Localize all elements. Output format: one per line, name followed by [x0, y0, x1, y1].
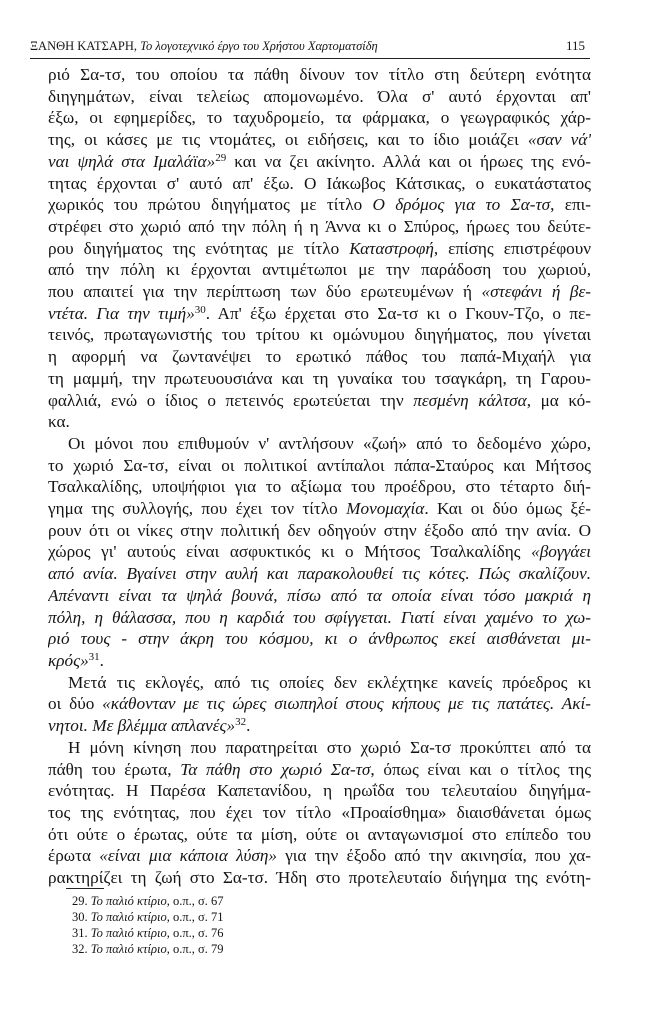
text-line [48, 194, 591, 216]
quote-run: «κάθονταν με τις ώρες σιωπηλοί στους κήπους με τις πατάτες. Ακί- [102, 694, 591, 714]
text-line: ριό Σα-τσ, του οποίου τα πάθη δίνουν τον τίτλο στη δεύτερη ενότητα [48, 65, 591, 84]
text-run: της, οι κάσες με τις ντομάτες, οι ειδήσεις, και το ίδιο μοιάζει [48, 130, 519, 150]
text-line: ρουν ότι οι νίκες στην πολιτική δεν οδηγούν στην έξοδο από την ανία. Ο [48, 520, 591, 540]
text-line [48, 845, 591, 867]
text-line: Μετά τις εκλογές, από τις οποίες δεν εκλέχτηκε κανείς πρόεδρος κι [68, 672, 591, 692]
text-run: έρωτα [48, 846, 100, 866]
text-run: χώρος γι' αυτούς είναι ασφυκτικός κι ο Μήτσος Τσαλκαλίδης [48, 542, 532, 562]
text-line [48, 303, 591, 325]
text-run: χωρικός του πρώτου διηγήματος με τίτλο [48, 195, 373, 215]
footnote-title: Το παλιό κτίριο [90, 926, 167, 940]
footnote-31 [72, 925, 224, 941]
text-run: , επίσης επιστρέφουν [433, 238, 591, 258]
header-author: ΞΑΝΘΗ ΚΑΤΣΑΡΗ, [30, 39, 137, 53]
work-title: Καταστροφή [349, 238, 434, 258]
quote-run: ναι ψηλά στα Ιμαλάϊα» [48, 151, 216, 171]
text-run: φαλλιά, ενώ ο ίδιος ο πετεινός ερωτεύεται την [48, 390, 414, 410]
footnote-32 [72, 941, 224, 957]
running-header [30, 38, 590, 54]
text-run: πάθη του έρωτα, [48, 759, 181, 779]
text-run: . Και οι δύο όμως ξέ- [424, 499, 591, 519]
quote-run: ριό τους - στην άκρη του κόσμου, κι ο άνθρωπος εκεί αισθάνεται μι- [48, 629, 591, 649]
footnote-number: 31. [72, 926, 88, 940]
quote-run: «είναι μια κάποια λύση» [99, 846, 278, 866]
text-run: που απαιτεί για την περίπτωση των δύο ερωτευμένων ή [48, 282, 482, 302]
footnote-reference: , ο.π., σ. 67 [166, 894, 224, 908]
footnote-title: Το παλιό κτίριο [90, 942, 167, 956]
work-title: πεσμένη κάλτσα [413, 390, 527, 410]
text-run: γημα της συλλογής, που έχει τον τίτλο [48, 499, 347, 519]
footnote-ref-30[interactable]: 30 [194, 303, 206, 316]
text-line: ενότητας. Η Παρέσα Καπετανίδου, η ηρωΐδα του τελευταίου διηγήμα- [48, 781, 591, 801]
work-title: Ο δρόμος για το Σα-τσ [372, 195, 551, 215]
work-title: Μονομαχία [346, 499, 425, 519]
header-rule [30, 58, 590, 59]
quote-run: από ανία. Βγαίνει στην αυλή και παρακολουθεί τις κότες. Πώς σκαλίζουν. [48, 564, 591, 584]
footnote-reference: , ο.π., σ. 71 [166, 910, 224, 924]
text-line [48, 563, 591, 585]
text-line: το χωριό Σα-τσ, είναι οι πολιτικοί αντίπαλοι πάπα-Σταύρος και Μήτσος [48, 455, 591, 475]
text-run: , μα κό- [526, 390, 591, 410]
footnote-number: 32. [72, 942, 88, 956]
text-line [48, 238, 591, 260]
quote-run: «βογγάει [531, 542, 591, 562]
quote-run: Απέναντι είναι τα ψηλά βουνά, πίσω από τα οποία είναι τόσο μακριά η [48, 585, 591, 605]
footnote-title: Το παλιό κτίριο [90, 894, 167, 908]
text-run: και να ζει ακίνητο. Αλλά και οι ήρωες της ενό- [226, 151, 591, 171]
text-line [48, 759, 591, 781]
footnotes [72, 893, 224, 957]
text-line [48, 541, 591, 563]
text-run: ρου διηγήματος της ενότητας με τίτλο [48, 238, 350, 258]
text-line: από την πόλη κι έρχονται αντιμέτωποι με την παράδοση του χωριού, [48, 260, 591, 280]
text-line [48, 498, 591, 520]
text-run: για την έξοδο από την ακινησία, που χα- [277, 846, 591, 866]
quote-run: «σαν νά' [527, 130, 591, 150]
text-run: οι δύο [48, 694, 103, 714]
text-run: . [99, 650, 104, 670]
text-run: , όπως είναι και ο τίτλος της [370, 759, 591, 779]
quote-run: ντέτα. Για την τιμή» [48, 303, 195, 323]
text-line [48, 151, 591, 173]
footnote-title: Το παλιό κτίριο [90, 910, 167, 924]
text-line: Οι μόνοι που επιθυμούν ν' αντλήσουν «ζωή» από το δεδομένο χώρο, [68, 433, 591, 453]
text-line [48, 390, 591, 412]
text-line: ότι ούτε ο έρωτας, ούτε τα μίση, ούτε οι ανταγωνισμοί στο επίπεδο του [48, 824, 591, 844]
footnote-number: 30. [72, 910, 88, 924]
text-line: τος της ενότητας, που έχει τον τίτλο «Προαίσθημα» διαισθάνεται όμως [48, 802, 591, 822]
text-line: Η μόνη κίνηση που παρατηρείται στο χωριό Σα-τσ προκύπτει από τα [68, 737, 591, 757]
text-line: διηγημάτων, είναι τελείως απομονωμένο. Όλα σ' αυτό έρχονται απ' [48, 86, 591, 106]
footnote-ref-32[interactable]: 32 [235, 716, 247, 729]
text-line: κα. [48, 412, 70, 432]
work-title: Τα πάθη στο χωριό Σα-τσ [180, 759, 371, 779]
text-line [48, 585, 591, 607]
text-run: . [246, 716, 251, 736]
text-line [48, 129, 591, 151]
page-number: 115 [566, 38, 586, 53]
text-line: τητας έρχονται σ' αυτό απ' έξω. Ο Ιάκωβος Κάτσικας, ο ευκατάστατος [48, 173, 591, 193]
text-line [48, 693, 591, 715]
text-run: , επι- [550, 195, 591, 215]
body-text [48, 64, 591, 889]
text-line: η αφορμή να ζωντανέψει το ερωτικό πάθος του παπά-Μιχαήλ για [48, 347, 591, 367]
text-line: στρέφει στο χωριό από την πόλη ή η Άννα κι ο Σπύρος, ήρωες του δεύτε- [48, 216, 591, 236]
footnote-30 [72, 909, 224, 925]
footnote-number: 29. [72, 894, 88, 908]
text-line [48, 628, 591, 650]
text-line [48, 281, 591, 303]
text-line: τη μαμμή, την πρωτευουσιάνα και τη γυναίκα του τσαγκάρη, τη Γαρου- [48, 368, 591, 388]
text-line [48, 607, 591, 629]
quote-run: πόλη, η θάλασσα, που η καρδιά του σφίγγεται. Γιατί είναι χαμένο το χω- [48, 607, 591, 627]
footnote-ref-31[interactable]: 31 [88, 650, 100, 663]
quote-run: νητοι. Με βλέμμα απλανές» [48, 716, 236, 736]
footnote-ref-29[interactable]: 29 [215, 151, 227, 164]
footnote-reference: , ο.π., σ. 76 [166, 926, 224, 940]
quote-run: «στεφάνι ή βε- [481, 282, 591, 302]
header-book-title: Το λογοτεχνικό έργο του Χρήστου Χαρτοματσίδη [140, 39, 378, 53]
footnote-rule [66, 888, 104, 889]
text-line [48, 715, 591, 737]
text-run: . Απ' έξω έρχεται στο Σα-τσ κι ο Γκουν-Τζο, ο πε- [205, 303, 591, 323]
text-line [48, 650, 591, 672]
text-line: ρακτηρίζει τη ζωή στο Σα-τσ. Ήδη στο προτελευταίο διήγημα της ενότη- [48, 868, 591, 888]
text-line: τεινός, πρωταγωνιστής του τρίτου κι ομώνυμου διηγήματος, που γίνεται [48, 325, 591, 345]
text-line: Τσαλκαλίδης, υποψήφιοι για το αξίωμα του προέδρου, στο τέταρτο διή- [48, 477, 591, 497]
text-line: έξω, οι εφημερίδες, το ταχυδρομείο, τα φάρμακα, ο γεωγραφικός χάρ- [48, 108, 591, 128]
footnote-reference: , ο.π., σ. 79 [166, 942, 224, 956]
footnote-29 [72, 893, 224, 909]
quote-run: κρός» [48, 650, 89, 670]
